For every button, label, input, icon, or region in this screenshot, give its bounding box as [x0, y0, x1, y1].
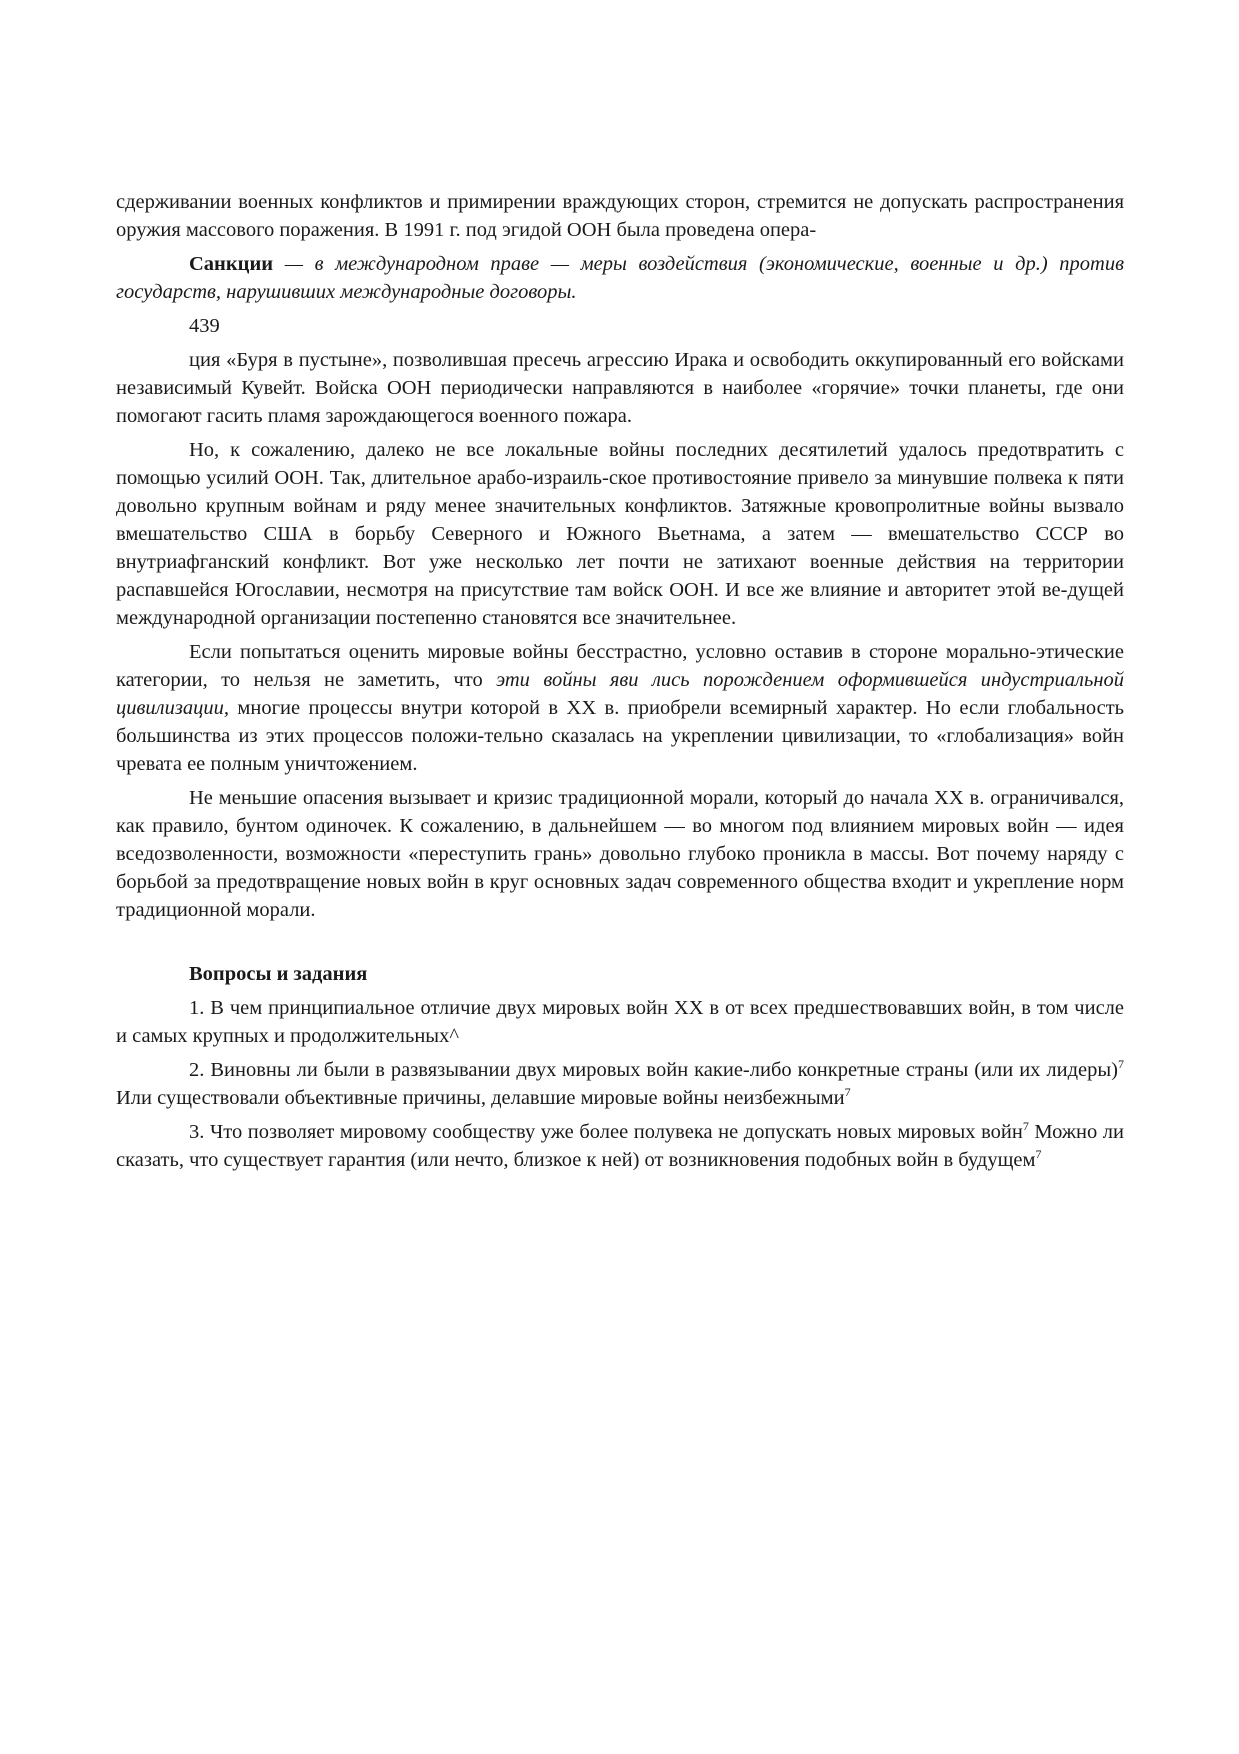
question-2 [116, 1056, 1124, 1112]
paragraph-2: ция «Буря в пустыне», позволившая пресечь агрессию Ирака и освободить оккупированный его войсками независимый Кувейт. Войска ООН периодически направляются в наиболее «горячие» точки планеты, где они помогают гасить пламя зарождающегося военного пожара. [116, 349, 1124, 427]
question-2-part-a: 2. Виновны ли были в развязывании двух мировых войн какие-либо конкретные страны (или их лидеры) [189, 1059, 1118, 1081]
paragraph-4-part-a: Если попытаться оценить мировые войны бесстрастно, условно оставив в стороне морально-этические категории, то нельзя не заметить, что [116, 641, 1124, 691]
definition-text: — в международном праве — меры воздействия (экономические, военные и др.) против государств, нарушивших международные договоры. [116, 253, 1124, 303]
question-2-part-b: Или существовали объективные причины, делавшие мировые войны неизбежными [116, 1087, 845, 1109]
question-2-mark-1: 7 [1118, 1057, 1124, 1072]
question-3-part-a: 3. Что позволяет мировому сообществу уже более полувека не допускать новых мировых войн [189, 1121, 1023, 1143]
question-3-mark-2: 7 [1035, 1147, 1042, 1162]
question-3-part-b: Можно ли сказать, что существует гарантия (или нечто, близкое к ней) от возникновения подобных войн в будущем [116, 1121, 1124, 1171]
question-3-mark-1: 7 [1022, 1119, 1029, 1134]
question-2-mark-2: 7 [844, 1085, 851, 1100]
paragraph-4-part-c: многие процессы внутри которой в XX в. приобрели всемирный характер. Но если глобальность большинства из этих процессов положи-тельно сказалась на укреплении цивилизации, то «глобализация» войн чревата ее полным уничтожением. [116, 697, 1124, 775]
paragraph-5: Не меньшие опасения вызывает и кризис традиционной морали, который до начала XX в. ограничивался, как правило, бунтом одиночек. К сожалению, в дальнейшем — во многом под влиянием мировых войн — идея вседозволенности, возможности «переступить грань» довольно глубоко проникла в массы. Вот почему наряду с борьбой за предотвращение новых войн в круг основных задач современного общества входит и укрепление норм традиционной морали. [116, 787, 1124, 921]
page-number: 439 [189, 315, 220, 337]
paragraph-3: Но, к сожалению, далеко не все локальные войны последних десятилетий удалось предотвратить с помощью усилий ООН. Так, длительное арабо-израиль-ское противостояние привело за минувшие полвека к пяти довольно крупным войнам и ряду менее значительных конфликтов. Затяжные кровопролитные войны вызвало вмешательство США в борьбу Северного и Южного Вьетнама, а затем — вмешательство СССР во внутриафганский конфликт. Вот уже несколько лет почти не затихают военные действия на территории распавшейся Югославии, несмотря на присутствие там войск ООН. И все же влияние и авторитет этой ве-дущей международной организации постепенно становятся все значительнее. [116, 439, 1124, 629]
question-1: 1. В чем принципиальное отличие двух мировых войн XX в от всех предшествовавших войн, в том числе и самых крупных и продолжительных^ [116, 997, 1124, 1047]
paragraph-4-emphasis: эти войны яви лись порождением оформившейся индустриальной цивилизации, [116, 669, 1124, 719]
paragraph-4 [116, 638, 1124, 778]
document-page [116, 188, 1124, 1174]
paragraph-1: сдерживании военных конфликтов и примирении враждующих сторон, стремится не допускать распространения оружия массового поражения. В 1991 г. под эгидой ООН была проведена опера- [116, 191, 1124, 241]
questions-heading: Вопросы и задания [189, 963, 368, 985]
definition-term: Санкции [189, 253, 274, 275]
definition-box [116, 250, 1124, 306]
question-3 [116, 1118, 1124, 1174]
